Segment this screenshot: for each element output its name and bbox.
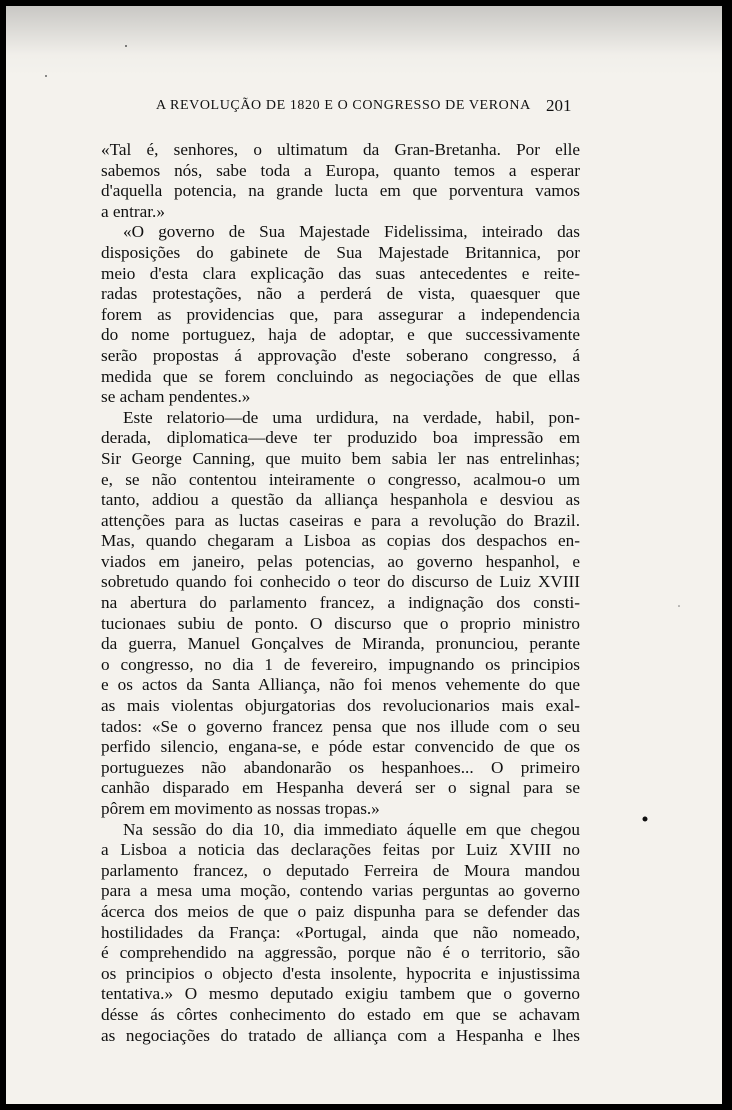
text-line: «O governo de Sua Majestade Fidelissima, inteirado das (123, 222, 580, 242)
text-line: e os actos da Santa Alliança, não foi menos vehemente do que (101, 675, 580, 695)
book-page (6, 6, 722, 1104)
ink-speck (643, 817, 648, 822)
text-line: «Tal é, senhores, o ultimatum da Gran-Bretanha. Por elle (101, 140, 580, 159)
text-line: os principios o objecto d'esta insolente, hypocrita e injustissima (101, 963, 580, 983)
text-line: serão propostas á approvação d'este soberano congresso, á (101, 345, 580, 365)
text-line: attenções para as luctas caseiras e para a revolução do Brazil. (101, 510, 580, 530)
text-line: radas protestações, não a perderá de vista, quaesquer que (101, 284, 580, 304)
text-line: para a mesa uma moção, contendo varias perguntas ao governo (101, 881, 580, 901)
page-number: 201 (546, 96, 572, 115)
text-line: as negociações do tratado de alliança com a Hespanha e lhes (101, 1025, 580, 1045)
running-title: A REVOLUÇÃO DE 1820 E O CONGRESSO DE VERONA (156, 98, 531, 113)
text-line: as mais violentas objurgatorias dos revolucionarios mais exal- (101, 696, 580, 716)
running-head (6, 96, 722, 120)
ink-speck (125, 45, 127, 47)
text-line: Este relatorio—de uma urdidura, na verdade, habil, pon- (123, 407, 580, 427)
text-line: Mas, quando chegaram a Lisboa as copias dos despachos en- (101, 531, 580, 551)
text-line: viados em janeiro, pelas potencias, ao governo hespanhol, e (101, 551, 580, 571)
text-line: tucionaes subiu de ponto. O discurso que o proprio ministro (101, 613, 580, 633)
text-line: disposições do gabinete de Sua Majestade Britannica, por (101, 242, 580, 262)
text-line: o congresso, no dia 1 de fevereiro, impugnando os principios (101, 654, 580, 674)
text-line: do nome portuguez, haja de adoptar, e que successivamente (101, 325, 580, 345)
text-line: meio d'esta clara explicação das suas antecedentes e reite- (101, 263, 580, 283)
text-line: Sir George Canning, que muito bem sabia ler nas entrelinhas; (101, 448, 580, 468)
text-line: désse ás côrtes conhecimento do estado em que se achavam (101, 1004, 580, 1024)
text-line: parlamento francez, o deputado Ferreira de Moura mandou (101, 860, 580, 880)
text-line: é comprehendido na aggressão, porque não é o territorio, são (101, 943, 580, 963)
text-line: a entrar.» (101, 201, 165, 221)
body-text (101, 140, 580, 1046)
text-line: e, se não contentou inteiramente o congresso, acalmou-o um (101, 469, 580, 489)
text-line: tentativa.» O mesmo deputado exigiu tambem que o governo (101, 984, 580, 1004)
text-line: tados: «Se o governo francez pensa que nos illude com o seu (101, 716, 580, 736)
text-line: portuguezes não abandonarão os hespanhoes... O primeiro (101, 757, 580, 777)
text-line: ácerca dos meios de que o paiz dispunha para se defender das (101, 901, 580, 921)
ink-speck (678, 605, 680, 607)
text-line: forem as providencias que, para assegurar a independencia (101, 304, 580, 324)
text-line: canhão disparado em Hespanha deverá ser o signal para se (101, 778, 580, 798)
text-line: derada, diplomatica—deve ter produzido boa impressão em (101, 428, 580, 448)
text-line: tanto, addiou a questão da alliança hespanhola e desviou as (101, 490, 580, 510)
text-line: na abertura do parlamento francez, a indignação dos consti- (101, 593, 580, 613)
ink-speck (45, 75, 47, 77)
text-line: Na sessão do dia 10, dia immediato áquelle em que chegou (123, 819, 580, 839)
text-line: pôrem em movimento as nossas tropas.» (101, 799, 380, 818)
text-line: sobretudo quando foi conhecido o teor do discurso de Luiz XVIII (101, 572, 580, 592)
text-line: medida que se forem concluindo as negociações de que ellas (101, 366, 580, 386)
text-line: d'aquella potencia, na grande lucta em que porventura vamos (101, 181, 580, 201)
text-line: hostilidades da França: «Portugal, ainda que não nomeado, (101, 922, 580, 942)
text-line: perfido silencio, engana-se, e póde estar convencido de que os (101, 737, 580, 757)
text-line: sabemos nós, sabe toda a Europa, quanto temos a esperar (101, 160, 580, 180)
text-line: a Lisboa a noticia das declarações feitas por Luiz XVIII no (101, 840, 580, 860)
text-line: da guerra, Manuel Gonçalves de Miranda, pronunciou, perante (101, 634, 580, 654)
text-line: se acham pendentes.» (101, 387, 251, 407)
